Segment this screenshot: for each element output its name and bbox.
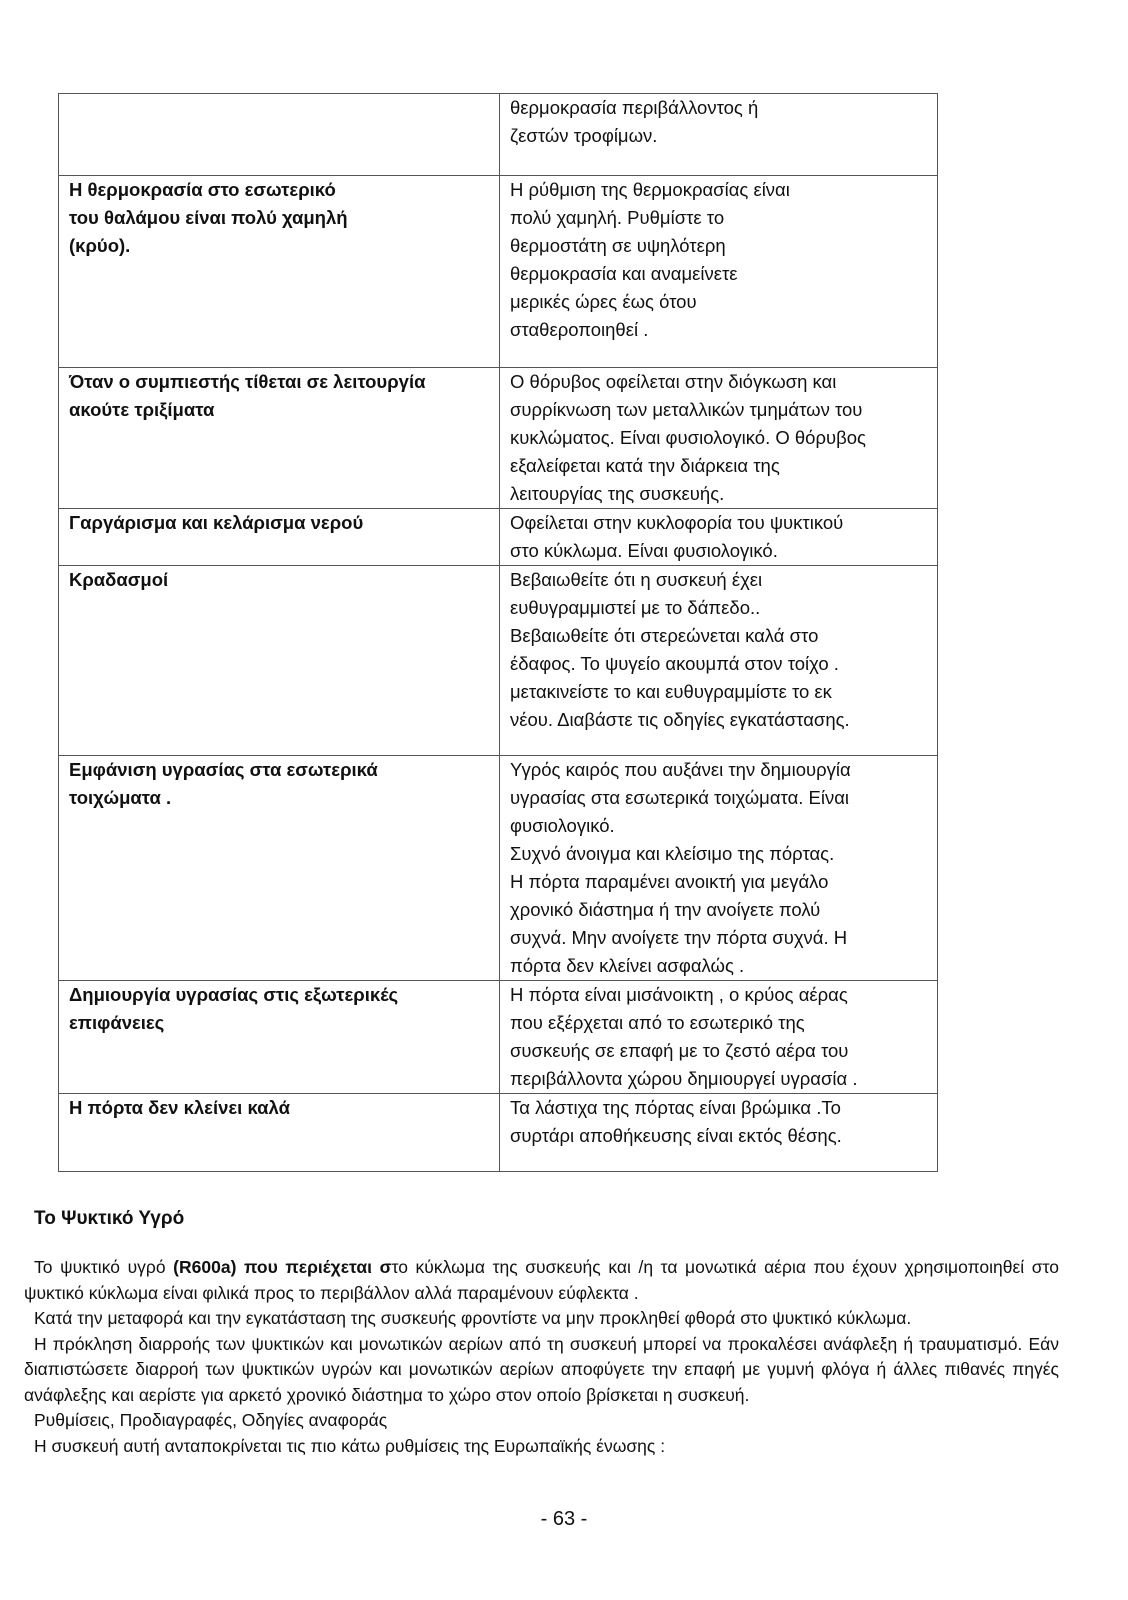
problem-cell: Όταν ο συμπιεστής τίθεται σε λειτουργία ακούτε τριξίματα [59,368,500,509]
table-row [59,94,938,176]
problem-cell: Κραδασμοί [59,566,500,756]
table-row [59,756,938,981]
solution-cell: θερμοκρασία περιβάλλοντος ή ζεστών τροφίμων. [500,94,938,176]
paragraph [24,1255,1059,1306]
solution-cell: Η ρύθμιση της θερμοκρασίας είναι πολύ χαμηλή. Ρυθμίστε το θερμοστάτη σε υψηλότερη θερμοκρασία και αναμείνετε μερικές ώρες έως ότου σταθεροποιηθεί . [500,176,938,368]
problem-cell [59,94,500,176]
problem-cell: Δημιουργία υγρασίας στις εξωτερικές επιφάνειες [59,981,500,1094]
paragraph-text: το κύκλωμα της συσκευής και /η τα μονωτικά αέρια που έχουν χρησιμοποιηθεί στο ψυκτικό κύκλωμα είναι φιλικά προς το περιβάλλον αλλά παραμένουν εύφλεκτα . [24,1257,1059,1303]
problem-cell: Η θερμοκρασία στο εσωτερικό του θαλάμου είναι πολύ χαμηλή (κρύο). [59,176,500,368]
solution-cell: Ο θόρυβος οφείλεται στην διόγκωση και συρρίκνωση των μεταλλικών τμημάτων του κυκλώματος. Είναι φυσιολογικό. Ο θόρυβος εξαλείφεται κατά την διάρκεια της λειτουργίας της συσκευής. [500,368,938,509]
problem-cell: Η πόρτα δεν κλείνει καλά [59,1094,500,1172]
refrigerant-section-text [24,1255,1059,1459]
paragraph-text: Το ψυκτικό υγρό [34,1257,174,1277]
refrigerant-bold-text: (R600a) που περιέχεται σ [173,1257,392,1277]
section-title: Το Ψυκτικό Υγρό [34,1208,185,1229]
page-number: - 63 - [540,1508,588,1530]
solution-cell: Βεβαιωθείτε ότι η συσκευή έχει ευθυγραμμιστεί με το δάπεδο.. Βεβαιωθείτε ότι στερεώνεται καλά στο έδαφος. Το ψυγείο ακουμπά στον τοίχο . μετακινείστε το και ευθυγραμμίστε το εκ νέου. Διαβάστε τις οδηγίες εγκατάστασης. [500,566,938,756]
problem-cell: Γαργάρισμα και κελάρισμα νερού [59,509,500,566]
table-row [59,368,938,509]
paragraph: Η συσκευή αυτή ανταποκρίνεται τις πιο κάτω ρυθμίσεις της Ευρωπαϊκής ένωσης : [34,1435,666,1456]
paragraph: Ρυθμίσεις, Προδιαγραφές, Οδηγίες αναφοράς [34,1410,388,1430]
table-row [59,566,938,756]
paragraph: Κατά την μεταφορά και την εγκατάσταση της συσκευής φροντίστε να μην προκληθεί φθορά στο ψυκτικό κύκλωμα. [34,1308,912,1328]
solution-cell: Τα λάστιχα της πόρτας είναι βρώμικα .Το συρτάρι αποθήκευσης είναι εκτός θέσης. [500,1094,938,1172]
table-row [59,1094,938,1172]
solution-cell: Η πόρτα είναι μισάνοικτη , ο κρύος αέρας που εξέρχεται από το εσωτερικό της συσκευής σε επαφή με το ζεστό αέρα του περιβάλλοντα χώρου δημιουργεί υγρασία . [500,981,938,1094]
table-row [59,509,938,566]
table-row [59,981,938,1094]
paragraph: Η πρόκληση διαρροής των ψυκτικών και μονωτικών αερίων από τη συσκευή μπορεί να προκαλέσει ανάφλεξη ή τραυματισμό. Εάν διαπιστώσετε διαρροή των ψυκτικών υγρών και μονωτικών αερίων αποφύγετε την επαφή με γυμνή φλόγα ή άλλες πιθανές πηγές ανάφλεξης και αερίστε για αρκετό χρονικό διάστημα το χώρο στον οποίο βρίσκεται η συσκευή. [24,1333,1059,1405]
solution-cell: Υγρός καιρός που αυξάνει την δημιουργία υγρασίας στα εσωτερικά τοιχώματα. Είναι φυσιολογικό. Συχνό άνοιγμα και κλείσιμο της πόρτας. Η πόρτα παραμένει ανοικτή για μεγάλο χρονικό διάστημα ή την ανοίγετε πολύ συχνά. Μην ανοίγετε την πόρτα συχνά. Η πόρτα δεν κλείνει ασφαλώς . [500,756,938,981]
solution-cell: Οφείλεται στην κυκλοφορία του ψυκτικού στο κύκλωμα. Είναι φυσιολογικό. [500,509,938,566]
problem-cell: Εμφάνιση υγρασίας στα εσωτερικά τοιχώματα . [59,756,500,981]
troubleshooting-table [58,93,938,1172]
table-row [59,176,938,368]
